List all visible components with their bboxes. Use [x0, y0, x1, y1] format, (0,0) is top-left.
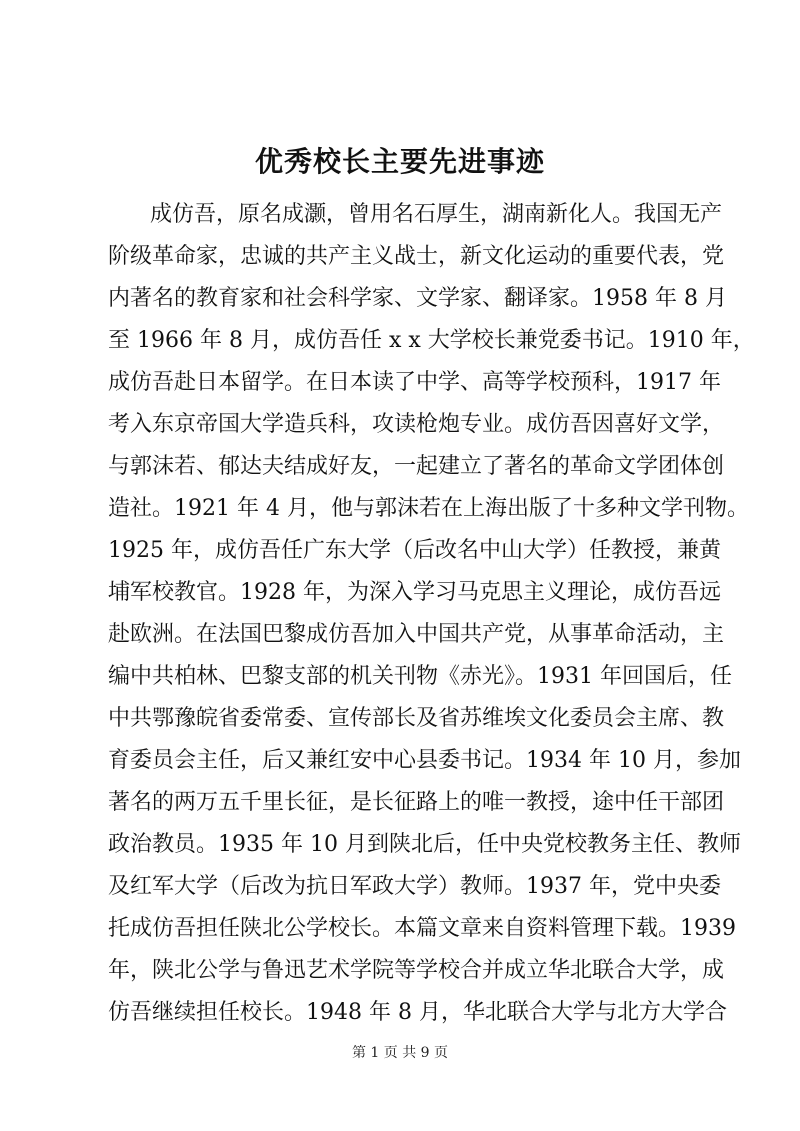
body-line: 与郭沫若、郁达夫结成好友，一起建立了著名的革命文学团体创 — [108, 454, 725, 479]
document-body — [108, 194, 755, 1034]
body-line: 育委员会主任，后又兼红安中心县委书记。1934 年 10 月，参加 — [108, 748, 741, 773]
body-line: 造社。1921 年 4 月，他与郭沫若在上海出版了十多种文学刊物。 — [108, 496, 749, 521]
body-line: 著名的两万五千里长征，是长征路上的唯一教授，途中任干部团 — [108, 790, 725, 815]
body-line: 考入东京帝国大学造兵科，攻读枪炮专业。成仿吾因喜好文学， — [108, 412, 725, 437]
body-line: 政治教员。1935 年 10 月到陕北后，任中央党校教务主任、教师 — [108, 832, 741, 857]
document-title: 优秀校长主要先进事迹 — [254, 145, 545, 178]
body-line: 至 1966 年 8 月，成仿吾任 x x 大学校长兼党委书记。1910 年， — [108, 328, 755, 353]
body-line: 中共鄂豫皖省委常委、宣传部长及省苏维埃文化委员会主席、教 — [108, 706, 725, 731]
body-line: 1925 年，成仿吾任广东大学（后改名中山大学）任教授，兼黄 — [108, 538, 721, 563]
body-line: 年，陕北公学与鲁迅艺术学院等学校合并成立华北联合大学，成 — [108, 958, 725, 983]
body-line: 仿吾继续担任校长。1948 年 8 月，华北联合大学与北方大学合 — [108, 1000, 727, 1025]
body-line: 阶级革命家，忠诚的共产主义战士，新文化运动的重要代表，党 — [108, 244, 725, 269]
page-number-footer: 第 1 页 共 9 页 — [351, 1045, 449, 1061]
body-line: 编中共柏林、巴黎支部的机关刊物《赤光》。1931 年回国后，任 — [108, 664, 732, 689]
body-line: 托成仿吾担任陕北公学校长。本篇文章来自资料管理下载。1939 — [108, 916, 736, 941]
body-line: 内著名的教育家和社会科学家、文学家、翻译家。1958 年 8 月 — [108, 286, 727, 311]
body-line: 成仿吾赴日本留学。在日本读了中学、高等学校预科，1917 年 — [108, 370, 721, 395]
body-line: 埔军校教官。1928 年，为深入学习马克思主义理论，成仿吾远 — [108, 580, 721, 605]
body-line: 成仿吾，原名成灏，曾用名石厚生，湖南新化人。我国无产 — [150, 202, 723, 227]
body-line: 及红军大学（后改为抗日军政大学）教师。1937 年，党中央委 — [108, 874, 721, 899]
body-line: 赴欧洲。在法国巴黎成仿吾加入中国共产党，从事革命活动，主 — [108, 622, 725, 647]
